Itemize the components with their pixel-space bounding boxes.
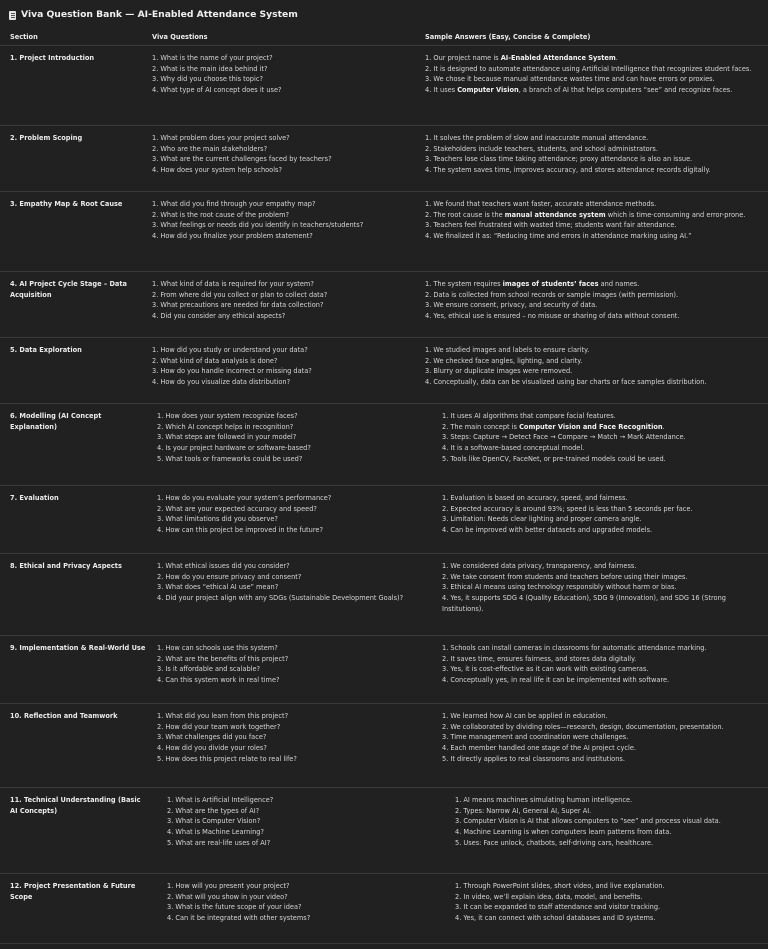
answers-cell (425, 486, 768, 554)
question-item: 4. What type of AI concept does it use? (152, 86, 282, 95)
answer-text: 1. We found that teachers want faster, accurate attendance methods. (425, 200, 657, 208)
answer-text: 2. In video, we’ll explain idea, data, model, and benefits. (455, 892, 643, 901)
question-item: 4. Did your project align with any SDGs (Sustainable Development Goals)? (157, 594, 404, 603)
answer-text: 2. Stakeholders include teachers, students, and school administrators. (425, 144, 658, 153)
answer-item (442, 493, 762, 504)
question-item: 4. What is Machine Learning? (167, 828, 264, 837)
answer-text: 5. Uses: Face unlock, chatbots, self-driving cars, healthcare. (455, 838, 654, 847)
answer-item (425, 345, 762, 356)
column-header-section: Section (0, 30, 152, 46)
question-item: 4. How does your system help schools? (152, 166, 282, 175)
answer-text: 3. Yes, it is cost-effective as it can work with existing cameras. (442, 665, 649, 674)
page-title: Viva Question Bank — AI-Enabled Attendance System (21, 8, 298, 20)
answer-item (442, 514, 762, 525)
answer-text: 2. Expected accuracy is around 93%; speed is less than 5 seconds per face. (442, 504, 693, 513)
answer-item (425, 199, 762, 210)
question-item: 1. How will you present your project? (167, 882, 290, 890)
answer-text: 1. Through PowerPoint slides, short video, and live explanation. (455, 882, 665, 890)
answer-item (425, 290, 762, 301)
question-item: 3. How do you handle incorrect or missing data? (152, 367, 312, 376)
question-item: 2. What kind of data analysis is done? (152, 356, 278, 365)
question-item: 4. How did you divide your roles? (157, 744, 267, 753)
section-title: 3. Empathy Map & Root Cause (0, 192, 152, 272)
question-item: 4. How do you visualize data distribution? (152, 378, 291, 387)
answer-emphasis: Computer Vision (457, 86, 519, 95)
answers-cell (425, 404, 768, 486)
answer-text: 2. The main concept is (442, 422, 520, 431)
answer-text: 1. We considered data privacy, transparency, and fairness. (442, 562, 637, 570)
answer-text: 3. Steps: Capture → Detect Face → Compare → Match → Mark Attendance. (442, 433, 686, 442)
answers-cell (425, 192, 768, 272)
answer-item (455, 838, 762, 849)
question-item: 3. Is it affordable and scalable? (157, 665, 261, 674)
answer-item (442, 743, 762, 754)
answer-text: 4. The system saves time, improves accuracy, and stores attendance records digitally. (425, 166, 711, 175)
answers-cell (425, 126, 768, 192)
answer-item (442, 654, 762, 665)
question-item: 1. What is Artificial Intelligence? (167, 796, 274, 804)
answer-item (442, 432, 762, 443)
answers-cell (425, 272, 768, 338)
answer-text: 3. Time management and coordination were challenges. (442, 733, 629, 742)
answers-cell (425, 338, 768, 404)
answers-cell (425, 554, 768, 636)
answer-text: . (615, 54, 618, 62)
table-row (0, 46, 768, 126)
answer-text: 3. We ensure consent, privacy, and security of data. (425, 301, 598, 310)
answer-item (425, 154, 762, 165)
table-row (0, 126, 768, 192)
answer-item (425, 356, 762, 367)
answer-text: 4. Conceptually yes, in real life it can be implemented with software. (442, 676, 670, 685)
section-title: 1. Project Introduction (0, 46, 152, 126)
question-item: 2. Which AI concept helps in recognition? (157, 422, 294, 431)
table-row (0, 272, 768, 338)
answer-item (442, 454, 762, 465)
answer-item (425, 220, 762, 231)
answer-emphasis: AI-Enabled Attendance System (500, 54, 616, 62)
table-header-row (0, 30, 768, 46)
question-item: 3. What are the current challenges faced by teachers? (152, 155, 332, 164)
answer-item (442, 504, 762, 515)
section-title: 8. Ethical and Privacy Aspects (0, 554, 152, 636)
answer-text: 1. We studied images and labels to ensure clarity. (425, 346, 590, 354)
answer-item (425, 144, 762, 155)
answer-emphasis: manual attendance system (504, 210, 606, 219)
answer-text: 1. AI means machines simulating human intelligence. (455, 796, 633, 804)
answer-text: 3. Teachers lose class time taking attendance; proxy attendance is also an issue. (425, 155, 693, 164)
answer-item (442, 525, 762, 536)
answer-text: 1. The system requires (425, 280, 503, 288)
question-item: 3. What is the future scope of your idea? (167, 903, 302, 912)
question-item: 1. What problem does your project solve? (152, 134, 290, 142)
answer-text: 3. It can be expanded to staff attendance and visitor tracking. (455, 903, 661, 912)
answer-text: 4. Yes, it supports SDG 4 (Quality Education), SDG 9 (Innovation), and SDG 16 (Strong Institutions). (442, 594, 726, 613)
table-row (0, 338, 768, 404)
table-row (0, 636, 768, 704)
question-item: 2. What is the root cause of the problem? (152, 210, 289, 219)
questions-cell (152, 46, 425, 126)
answer-item (425, 85, 762, 96)
document-header (0, 0, 768, 30)
answer-text: which is time-consuming and error-prone. (605, 210, 746, 219)
question-item: 3. What limitations did you observe? (157, 515, 278, 524)
section-title: 6. Modelling (AI Concept Explanation) (0, 404, 152, 486)
question-item: 4. Can it be integrated with other systems? (167, 914, 311, 923)
answers-cell (425, 636, 768, 704)
answer-item (425, 210, 762, 221)
questions-cell (152, 272, 425, 338)
question-item: 1. What kind of data is required for your system? (152, 280, 314, 288)
answer-text: 2. The root cause is the (425, 210, 505, 219)
table-row (0, 554, 768, 636)
answer-text: 3. Ethical AI means using technology responsibly without harm or bias. (442, 583, 677, 592)
viva-table (0, 30, 768, 944)
question-item: 4. How can this project be improved in the future? (157, 526, 323, 535)
question-item: 2. What are your expected accuracy and speed? (157, 504, 317, 513)
answer-text: 2. We collaborated by dividing roles—research, design, documentation, presentation. (442, 722, 724, 731)
answer-item (455, 806, 762, 817)
questions-cell (152, 486, 425, 554)
question-item: 3. What is Computer Vision? (167, 817, 261, 826)
answer-text: and names. (598, 280, 640, 288)
question-item: 1. How did you study or understand your data? (152, 346, 308, 354)
answer-text: , a branch of AI that helps computers “see” and recognize faces. (518, 86, 733, 95)
answer-item (425, 64, 762, 75)
answer-item (442, 732, 762, 743)
question-item: 2. What will you show in your video? (167, 892, 288, 901)
answer-item (425, 377, 762, 388)
question-item: 1. How can schools use this system? (157, 644, 278, 652)
answer-text: 4. It is a software-based conceptual model. (442, 444, 585, 453)
answer-item (425, 74, 762, 85)
answer-text: 5. It directly applies to real classrooms and institutions. (442, 754, 625, 763)
section-title: 5. Data Exploration (0, 338, 152, 404)
section-title: 2. Problem Scoping (0, 126, 152, 192)
answer-text: 1. It solves the problem of slow and inaccurate manual attendance. (425, 134, 649, 142)
answer-emphasis: Computer Vision and Face Recognition (519, 422, 663, 431)
answer-text: 1. Evaluation is based on accuracy, speed, and fairness. (442, 494, 628, 502)
answer-item (425, 53, 762, 64)
question-item: 2. How did your team work together? (157, 722, 281, 731)
answer-item (425, 133, 762, 144)
answer-item (455, 827, 762, 838)
answer-item (442, 572, 762, 583)
column-header-answers: Sample Answers (Easy, Concise & Complete) (425, 30, 768, 46)
column-header-questions: Viva Questions (152, 30, 425, 46)
answers-cell (425, 874, 768, 944)
question-item: 5. What tools or frameworks could be used? (157, 454, 303, 463)
question-item: 2. From where did you collect or plan to collect data? (152, 290, 328, 299)
questions-cell (152, 338, 425, 404)
answer-item (442, 411, 762, 422)
question-item: 3. What steps are followed in your model? (157, 433, 297, 442)
answer-item (455, 902, 762, 913)
question-item: 3. Why did you choose this topic? (152, 75, 263, 84)
answer-text: 1. Schools can install cameras in classrooms for automatic attendance marking. (442, 644, 707, 652)
answer-text: . (662, 422, 665, 431)
questions-cell (152, 704, 425, 788)
question-item: 4. Can this system work in real time? (157, 676, 280, 685)
answer-item (442, 582, 762, 593)
answer-item (455, 881, 762, 892)
question-item: 1. How do you evaluate your system’s performance? (157, 494, 332, 502)
section-title: 11. Technical Understanding (Basic AI Concepts) (0, 788, 152, 874)
table-row (0, 704, 768, 788)
answer-text: 3. Limitation: Needs clear lighting and proper camera angle. (442, 515, 642, 524)
answers-cell (425, 788, 768, 874)
answer-text: 5. Tools like OpenCV, FaceNet, or pre-trained models could be used. (442, 454, 666, 463)
answer-text: 4. Machine Learning is when computers learn patterns from data. (455, 828, 672, 837)
answer-text: 2. Types: Narrow AI, General AI, Super AI. (455, 806, 592, 815)
section-title: 12. Project Presentation & Future Scope (0, 874, 152, 944)
answer-item (425, 366, 762, 377)
answer-item (425, 231, 762, 242)
question-item: 3. What precautions are needed for data collection? (152, 301, 324, 310)
question-item: 2. What is the main idea behind it? (152, 64, 268, 73)
answer-text: 1. Our project name is (425, 54, 501, 62)
answer-item (442, 422, 762, 433)
answer-item (442, 754, 762, 765)
answer-text: 4. Conceptually, data can be visualized using bar charts or face samples distribution. (425, 378, 707, 387)
answer-item (455, 795, 762, 806)
answer-text: 4. Each member handled one stage of the AI project cycle. (442, 744, 637, 753)
answer-text: 1. It uses AI algorithms that compare facial features. (442, 412, 616, 420)
questions-cell (152, 636, 425, 704)
answer-item (442, 675, 762, 686)
answer-item (442, 593, 762, 614)
answer-text: 4. Yes, ethical use is ensured – no misuse or sharing of data without consent. (425, 312, 680, 321)
question-item: 3. What does “ethical AI use” mean? (157, 583, 279, 592)
answer-text: 4. Yes, it can connect with school databases and ID systems. (455, 914, 656, 923)
question-item: 4. Is your project hardware or software-based? (157, 444, 311, 453)
table-row (0, 486, 768, 554)
questions-cell (152, 126, 425, 192)
question-item: 5. What are real-life uses of AI? (167, 838, 271, 847)
document-icon (9, 11, 16, 20)
answer-item (425, 165, 762, 176)
answer-text: 2. It is designed to automate attendance using Artificial Intelligence that recognizes student faces. (425, 64, 752, 73)
table-row (0, 192, 768, 272)
answer-text: 3. Teachers feel frustrated with wasted time; students want fair attendance. (425, 221, 677, 230)
answer-text: 3. We chose it because manual attendance wastes time and can have errors or proxies. (425, 75, 715, 84)
question-item: 2. What are the benefits of this project? (157, 654, 289, 663)
answer-text: 4. We finalized it as: “Reducing time and errors in attendance marking using AI.” (425, 232, 692, 241)
question-item: 3. What feelings or needs did you identify in teachers/students? (152, 221, 364, 230)
answer-text: 2. We take consent from students and teachers before using their images. (442, 572, 688, 581)
table-row (0, 874, 768, 944)
answer-item (425, 300, 762, 311)
question-item: 1. What is the name of your project? (152, 54, 273, 62)
question-item: 1. What did you learn from this project? (157, 712, 289, 720)
answer-text: 3. Computer Vision is AI that allows computers to “see” and process visual data. (455, 817, 721, 826)
answers-cell (425, 46, 768, 126)
questions-cell (152, 404, 425, 486)
answer-text: 2. It saves time, ensures fairness, and stores data digitally. (442, 654, 637, 663)
answer-emphasis: images of students’ faces (502, 280, 599, 288)
answer-item (442, 561, 762, 572)
question-item: 1. How does your system recognize faces? (157, 412, 298, 420)
answer-text: 1. We learned how AI can be applied in education. (442, 712, 608, 720)
question-item: 2. How do you ensure privacy and consent? (157, 572, 302, 581)
question-item: 1. What ethical issues did you consider? (157, 562, 290, 570)
answer-item (455, 913, 762, 924)
answer-item (455, 816, 762, 827)
answer-item (442, 664, 762, 675)
section-title: 7. Evaluation (0, 486, 152, 554)
section-title: 9. Implementation & Real-World Use (0, 636, 152, 704)
question-item: 3. What challenges did you face? (157, 733, 267, 742)
questions-cell (152, 554, 425, 636)
answer-item (442, 711, 762, 722)
answer-text: 4. Can be improved with better datasets and upgraded models. (442, 526, 653, 535)
answer-item (442, 722, 762, 733)
answer-text: 4. It uses (425, 86, 458, 95)
answer-text: 2. Data is collected from school records or sample images (with permission). (425, 290, 679, 299)
answer-item (442, 643, 762, 654)
question-item: 2. What are the types of AI? (167, 806, 260, 815)
answer-item (425, 279, 762, 290)
answer-text: 2. We checked face angles, lighting, and clarity. (425, 356, 583, 365)
table-row (0, 788, 768, 874)
answer-item (455, 892, 762, 903)
answer-item (425, 311, 762, 322)
answer-text: 3. Blurry or duplicate images were removed. (425, 367, 573, 376)
questions-cell (152, 192, 425, 272)
question-item: 1. What did you find through your empathy map? (152, 200, 316, 208)
answers-cell (425, 704, 768, 788)
question-item: 2. Who are the main stakeholders? (152, 144, 268, 153)
question-item: 4. Did you consider any ethical aspects? (152, 312, 286, 321)
question-item: 5. How does this project relate to real life? (157, 754, 297, 763)
section-title: 10. Reflection and Teamwork (0, 704, 152, 788)
questions-cell (152, 788, 425, 874)
table-row (0, 404, 768, 486)
answer-item (442, 443, 762, 454)
section-title: 4. AI Project Cycle Stage – Data Acquisition (0, 272, 152, 338)
questions-cell (152, 874, 425, 944)
question-item: 4. How did you finalize your problem statement? (152, 232, 313, 241)
